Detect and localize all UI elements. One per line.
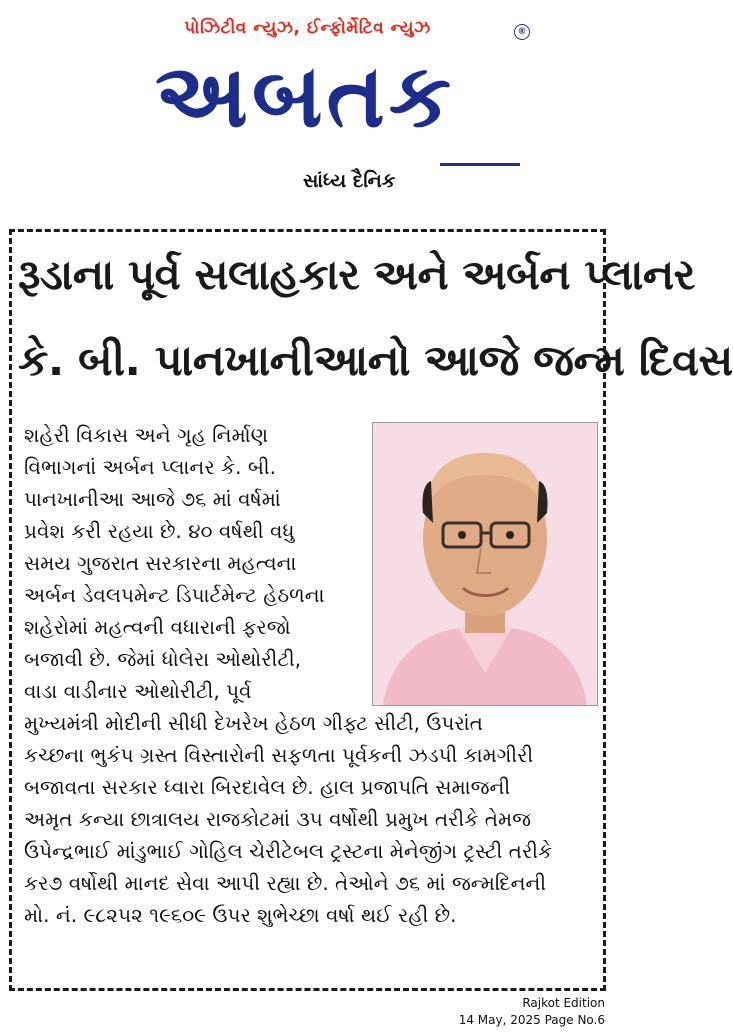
- registered-mark-icon: ®: [514, 24, 530, 40]
- headline-line-1: રૂડાના પૂર્વ સલાહકાર અને અર્બન પ્લાનર: [18, 250, 695, 299]
- article-body-line: પ્રવેશ કરી રહયા છે. ૪૦ વર્ષથી વધુ: [24, 519, 295, 543]
- article-body-line: વિભાગનાં અર્બન પ્લાનર કે. બી.: [24, 455, 276, 479]
- article-body-line: પાનખાનીઆ આજે ૭૬ માં વર્ષમાં: [24, 487, 281, 511]
- masthead-subtitle: સાંધ્ય દૈનિક: [303, 170, 396, 192]
- article-body-line: સમય ગુજરાત સરકારના મહત્વના: [24, 551, 297, 575]
- article-body-line: વાડા વાડીનાર ઓથોરીટી, પૂર્વ: [24, 679, 252, 703]
- newspaper-logo: [80, 40, 530, 152]
- masthead-tagline: પોઝિટીવ ન્યુઝ, ઈન્ફોર્મેટિવ ન્યુઝ: [184, 18, 431, 38]
- date-page-label: 14 May, 2025 Page No.6: [458, 1013, 605, 1027]
- masthead-divider: [440, 163, 520, 166]
- headline-line-2: કે. બી. પાનખાનીઆનો આજે જન્મ દિવસ: [18, 336, 733, 386]
- logo-text: અબતક: [155, 44, 455, 147]
- edition-label: Rajkot Edition: [522, 996, 605, 1010]
- article-body-line: મુખ્યમંત્રી મોદીની સીધી દેખરેખ હેઠળ ગીફ્ટ સીટી, ઉપરાંત: [24, 711, 483, 735]
- portrait-illustration: [373, 423, 597, 705]
- article-body-line: અમૃત કન્યા છાત્રાલય રાજકોટમાં ૩૫ વર્ષોથી પ્રમુખ તરીકે તેમજ: [24, 807, 531, 831]
- article-body-line: શહેરોમાં મહત્વની વધારાની ફરજો: [24, 615, 291, 639]
- article-body-line: કચ્છના ભુકંપ ગ્રસ્ત વિસ્તારોની સફળતા પૂર્વકની ઝડપી કામગીરી: [24, 743, 534, 767]
- article-body-line: બજાવતા સરકાર ધ્વારા બિરદાવેલ છે. હાલ પ્રજાપતિ સમાજની: [24, 775, 511, 799]
- article-body-line: કર૭ વર્ષોથી માનદ સેવા આપી રહ્યા છે. તેઓને ૭૬ માં જન્મદિનની: [24, 871, 547, 895]
- article-body-line: અર્બન ડેવલપમેન્ટ ડિપાર્ટમેન્ટ હેઠળના: [24, 583, 325, 607]
- article-body-line: બજાવી છે. જેમાં ધોલેરા ઓથોરીટી,: [24, 647, 302, 671]
- article-body-line: મો. નં. ૯૮૨૫૨ ૧૯૬૦૯ ઉપર શુભેચ્છા વર્ષા થઈ રહી છે.: [24, 903, 457, 927]
- article-body-line: ઉપેન્દ્રભાઈ માંડુભાઈ ગોહિલ ચેરીટેબલ ટ્રસ્ટના મેનેજીંગ ટ્રસ્ટી તરીકે: [24, 839, 553, 863]
- portrait-photo: [372, 422, 598, 706]
- article-body-line: શહેરી વિકાસ અને ગૃહ નિર્માણ: [24, 423, 269, 447]
